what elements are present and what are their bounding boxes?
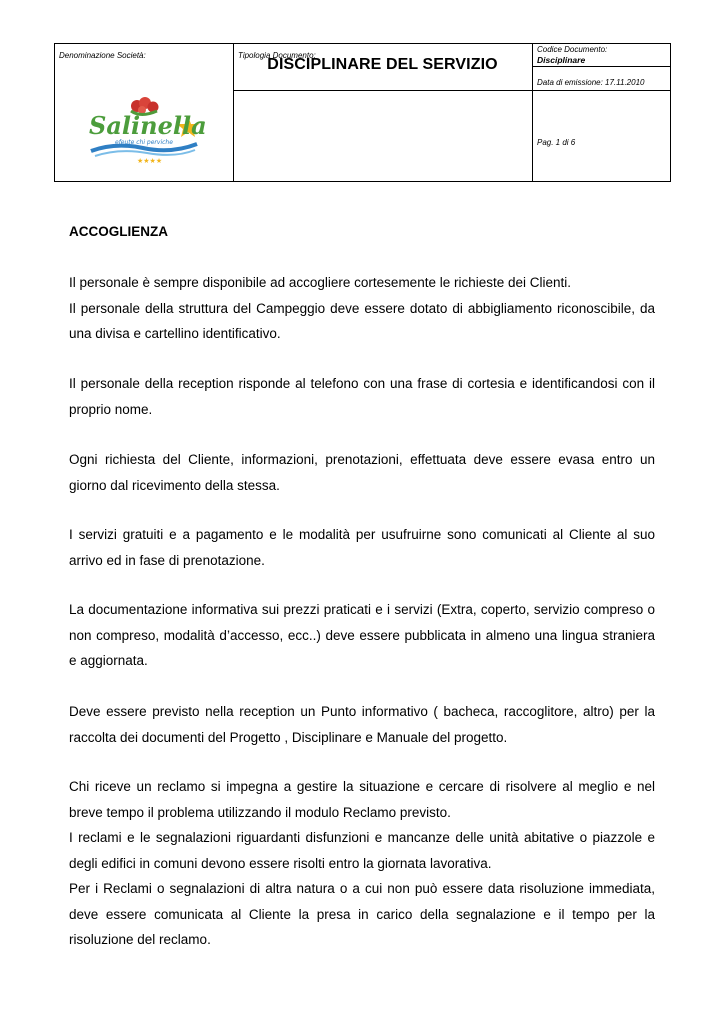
svg-text:★★★★: ★★★★ xyxy=(137,157,163,165)
paragraph: Deve essere previsto nella reception un Punto informativo ( bacheca, raccoglitore, altro) per la raccolta dei documenti del Progetto , Disciplinare e Manuale del progetto. xyxy=(69,704,655,745)
code-label: Codice Documento: xyxy=(537,45,608,54)
paragraph: I servizi gratuiti e a pagamento e le modalità per usufruirne sono comunicati al Cliente al suo arrivo ed in fase di prenotazione. xyxy=(69,527,655,568)
paragraph: Per i Reclami o segnalazioni di altra natura o a cui non può essere data risoluzione immediata, deve essere comunicata al Cliente la presa in carico della segnalazione e il tempo per la risoluzione del reclamo. xyxy=(69,881,655,947)
paragraph: La documentazione informativa sui prezzi praticati e i servizi (Extra, coperto, servizio compreso o non compreso, modalità d’accesso, ecc..) deve essere pubblicata in almeno una lingua straniera e aggiornata. xyxy=(69,602,655,668)
logo-brand-text: Salinella xyxy=(89,111,205,140)
paragraph: I reclami e le segnalazioni riguardanti disfunzioni e mancanze delle unità abitative o piazzole e degli edifici in comuni devono essere risolti entro la giornata lavorativa. xyxy=(69,830,655,871)
company-logo xyxy=(85,96,205,166)
header-divider xyxy=(532,44,533,181)
paragraph: Il personale della reception risponde al telefono con una frase di cortesia e identificandosi con il proprio nome. xyxy=(69,376,655,417)
paragraph: Chi riceve un reclamo si impegna a gestire la situazione e cercare di risolvere al meglio e nel breve tempo il problema utilizzando il modulo Reclamo previsto. xyxy=(69,779,655,820)
salinella-logo-icon xyxy=(85,96,205,166)
header-divider xyxy=(532,66,671,67)
doc-type-label: Tipologia Documento: xyxy=(238,51,316,60)
logo-tagline: efeute chi perviche xyxy=(115,139,173,146)
paragraph: Il personale della struttura del Campeggio deve essere dotato di abbigliamento riconoscibile, da una divisa e cartellino identificativo. xyxy=(69,300,655,341)
paragraph: Ogni richiesta del Cliente, informazioni, prenotazioni, effettuata deve essere evasa entro un giorno dal ricevimento della stessa. xyxy=(69,452,655,493)
document-title: DISCIPLINARE DEL SERVIZIO xyxy=(267,56,498,73)
paragraph: Il personale è sempre disponibile ad accogliere cortesemente le richieste dei Clienti. xyxy=(69,275,572,290)
document-header-table xyxy=(54,43,671,182)
page-info: Pag. 1 di 6 xyxy=(537,138,576,147)
company-label: Denominazione Società: xyxy=(59,51,146,60)
section-heading: ACCOGLIENZA xyxy=(69,224,168,239)
header-divider xyxy=(233,90,671,91)
code-value: Disciplinare xyxy=(537,55,586,65)
issue-date: Data di emissione: 17.11.2010 xyxy=(537,78,645,87)
